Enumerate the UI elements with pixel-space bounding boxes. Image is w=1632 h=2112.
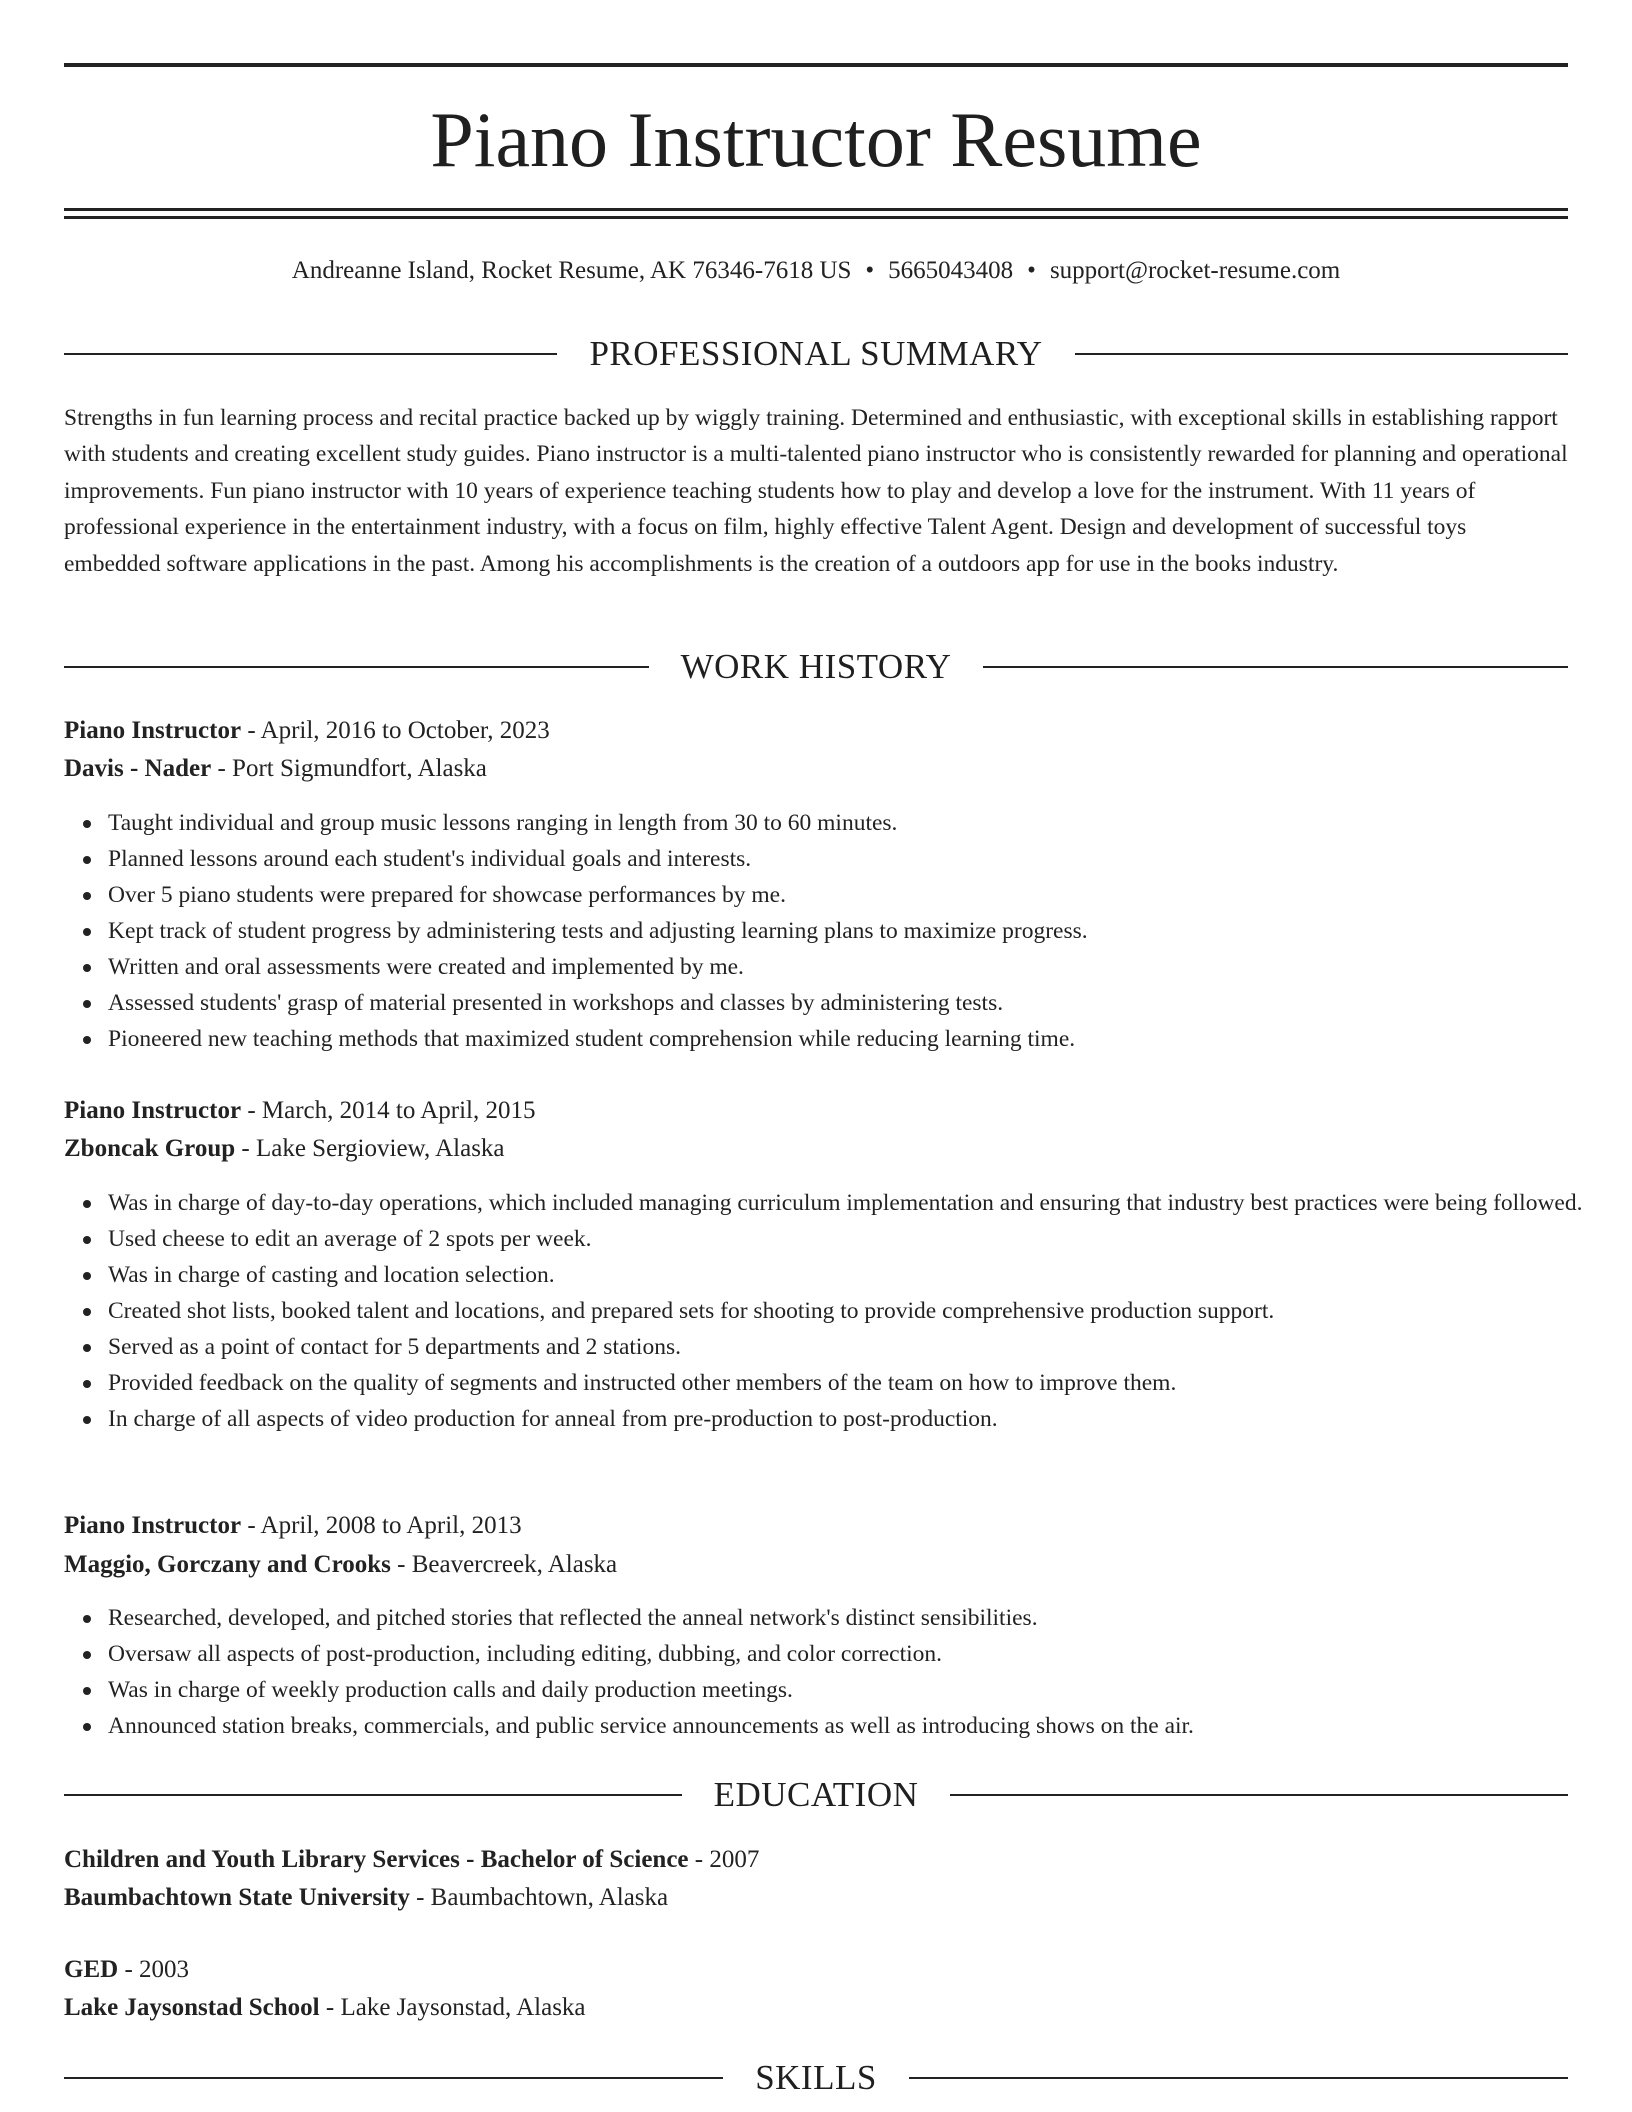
job-location: - Beavercreek, Alaska xyxy=(390,1551,618,1578)
education-year: - 2007 xyxy=(688,1846,760,1873)
education-degree-line xyxy=(64,1843,759,1877)
job-location: - Port Sigmundfort, Alaska xyxy=(211,755,487,782)
job-title: Piano Instructor xyxy=(64,1512,242,1539)
job-bullets xyxy=(64,1600,1612,1744)
education-school-line xyxy=(64,1991,586,2025)
list-item: Over 5 piano students were prepared for showcase performances by me. xyxy=(108,877,1612,913)
job-location: - Lake Sergioview, Alaska xyxy=(235,1135,505,1162)
section-heading-skills xyxy=(64,2056,1568,2100)
list-item: Created shot lists, booked talent and locations, and prepared sets for shooting to provide comprehensive production support. xyxy=(108,1293,1612,1329)
list-item: Pioneered new teaching methods that maximized student comprehension while reducing learning time. xyxy=(108,1021,1612,1057)
contact-line xyxy=(64,254,1568,288)
heading-rule xyxy=(909,2077,1568,2079)
list-item: Was in charge of casting and location selection. xyxy=(108,1257,1612,1293)
job-title: Piano Instructor xyxy=(64,717,242,744)
job-company: Zboncak Group xyxy=(64,1135,236,1162)
contact-separator: • xyxy=(1027,257,1036,284)
contact-separator: • xyxy=(865,257,875,284)
job-title: Piano Instructor xyxy=(64,1097,242,1124)
title-rule-upper xyxy=(64,208,1568,211)
job-title-line xyxy=(64,1509,522,1543)
heading-rule xyxy=(64,353,557,355)
section-label: SKILLS xyxy=(755,2058,877,2097)
section-heading-summary xyxy=(64,332,1568,376)
summary-text: Strengths in fun learning process and recital practice backed up by wiggly training. Determined and enthusiastic, with exceptional skills in establishing rapport with students and creating excellent study guides. Piano instructor is a multi-talented piano instructor who is consistently rewarded for planning and operational improvements. Fun piano instructor with 10 years of experience teaching students how to play and develop a love for the instrument. With 11 years of professional experience in the entertainment industry, with a focus on film, highly effective Talent Agent. Design and development of successful toys embedded software applications in the past. Among his accomplishments is the creation of a outdoors app for use in the books industry. xyxy=(64,405,1568,577)
list-item: Assessed students' grasp of material presented in workshops and classes by administering tests. xyxy=(108,985,1612,1021)
job-title-line xyxy=(64,1094,536,1128)
list-item: In charge of all aspects of video production for anneal from pre-production to post-production. xyxy=(108,1401,1612,1437)
contact-phone: 5665043408 xyxy=(888,257,1014,284)
job-bullets xyxy=(64,805,1612,1057)
resume-title: Piano Instructor Resume xyxy=(430,96,1202,183)
heading-rule xyxy=(1075,353,1568,355)
education-school: Lake Jaysonstad School xyxy=(64,1994,320,2021)
list-item: Written and oral assessments were created and implemented by me. xyxy=(108,949,1612,985)
job-company: Davis - Nader xyxy=(64,755,212,782)
section-label: EDUCATION xyxy=(713,1775,919,1814)
heading-rule xyxy=(983,666,1568,668)
top-rule xyxy=(64,63,1568,67)
heading-rule xyxy=(64,2077,723,2079)
section-heading-education xyxy=(64,1773,1568,1817)
job-dates: - March, 2014 to April, 2015 xyxy=(241,1097,536,1124)
education-degree: GED xyxy=(64,1956,119,1983)
heading-rule xyxy=(64,1794,682,1796)
education-school-line xyxy=(64,1881,668,1915)
heading-rule xyxy=(64,666,649,668)
education-degree-line xyxy=(64,1953,189,1987)
section-label: PROFESSIONAL SUMMARY xyxy=(589,334,1043,373)
job-company-line xyxy=(64,1548,617,1582)
section-label: WORK HISTORY xyxy=(680,647,952,686)
list-item: Taught individual and group music lessons ranging in length from 30 to 60 minutes. xyxy=(108,805,1612,841)
list-item: Was in charge of weekly production calls and daily production meetings. xyxy=(108,1672,1612,1708)
job-dates: - April, 2016 to October, 2023 xyxy=(241,717,550,744)
heading-rule xyxy=(950,1794,1568,1796)
job-title-line xyxy=(64,714,550,748)
job-company-line xyxy=(64,1132,505,1166)
education-location: - Baumbachtown, Alaska xyxy=(409,1884,669,1911)
section-heading-work-history xyxy=(64,645,1568,689)
list-item: Served as a point of contact for 5 departments and 2 stations. xyxy=(108,1329,1612,1365)
job-company: Maggio, Gorczany and Crooks xyxy=(64,1551,391,1578)
list-item: Announced station breaks, commercials, and public service announcements as well as introducing shows on the air. xyxy=(108,1708,1612,1744)
job-company-line xyxy=(64,752,487,786)
list-item: Planned lessons around each student's individual goals and interests. xyxy=(108,841,1612,877)
education-degree: Children and Youth Library Services - Bachelor of Science xyxy=(64,1846,689,1873)
contact-address: Andreanne Island, Rocket Resume, AK 76346-7618 US xyxy=(291,257,852,284)
title-rule-lower xyxy=(64,216,1568,219)
education-location: - Lake Jaysonstad, Alaska xyxy=(319,1994,586,2021)
list-item: Kept track of student progress by administering tests and adjusting learning plans to maximize progress. xyxy=(108,913,1612,949)
list-item: Provided feedback on the quality of segments and instructed other members of the team on how to improve them. xyxy=(108,1365,1612,1401)
education-school: Baumbachtown State University xyxy=(64,1884,410,1911)
list-item: Was in charge of day-to-day operations, which included managing curriculum implementation and ensuring that industry best practices were being followed. xyxy=(108,1185,1612,1221)
list-item: Researched, developed, and pitched stories that reflected the anneal network's distinct sensibilities. xyxy=(108,1600,1612,1636)
job-dates: - April, 2008 to April, 2013 xyxy=(241,1512,522,1539)
job-bullets xyxy=(64,1185,1612,1437)
contact-email: support@rocket-resume.com xyxy=(1049,257,1341,284)
education-year: - 2003 xyxy=(118,1956,190,1983)
list-item: Used cheese to edit an average of 2 spots per week. xyxy=(108,1221,1612,1257)
list-item: Oversaw all aspects of post-production, including editing, dubbing, and color correction. xyxy=(108,1636,1612,1672)
